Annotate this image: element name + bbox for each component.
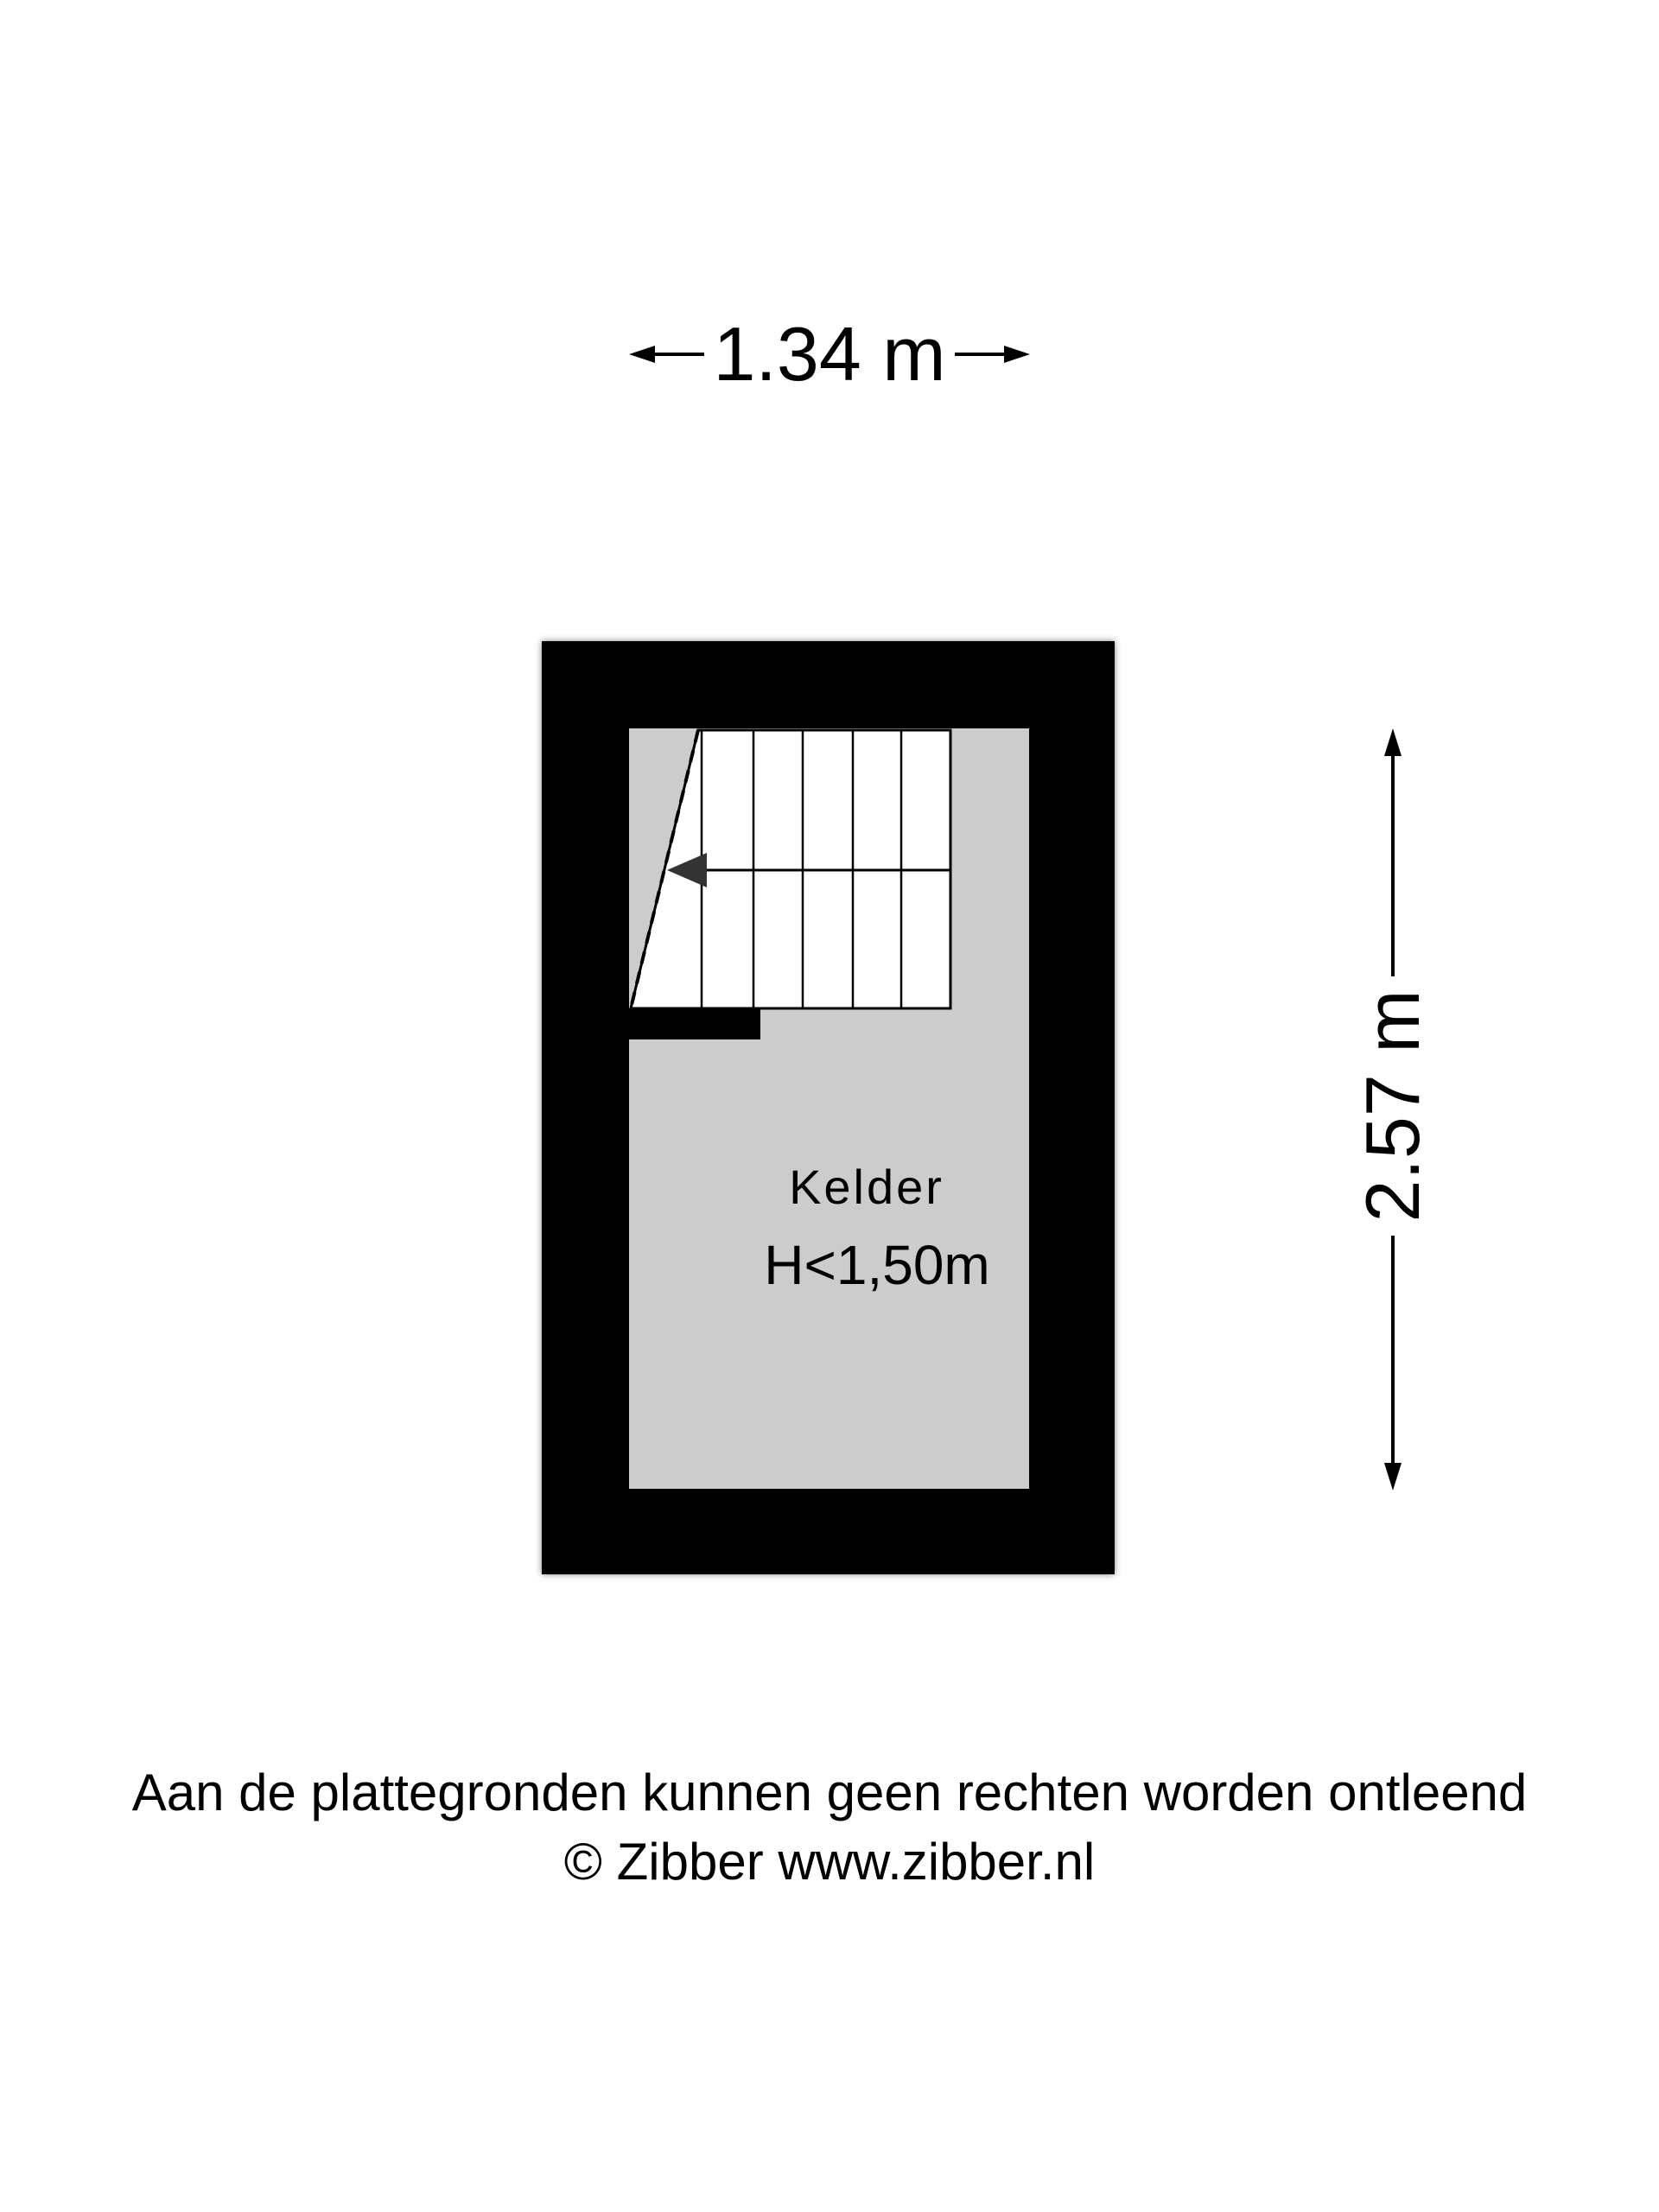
wall-stub: [629, 1008, 760, 1039]
disclaimer-text: Aan de plattegronden kunnen geen rechten worden ontleend: [131, 1764, 1528, 1821]
room-name: Kelder: [789, 1160, 944, 1214]
width-dimension: [629, 311, 1030, 397]
width-label: 1.34 m: [713, 311, 946, 397]
arrow-left-icon: [629, 346, 655, 363]
arrow-up-icon: [1384, 728, 1402, 756]
arrow-right-icon: [1004, 346, 1030, 363]
copyright-text: © Zibber www.zibber.nl: [563, 1833, 1096, 1891]
arrow-down-icon: [1384, 1463, 1402, 1491]
height-dimension: [1350, 728, 1435, 1491]
height-label: 2.57 m: [1350, 989, 1435, 1223]
room-height-note: H<1,50m: [764, 1234, 990, 1296]
